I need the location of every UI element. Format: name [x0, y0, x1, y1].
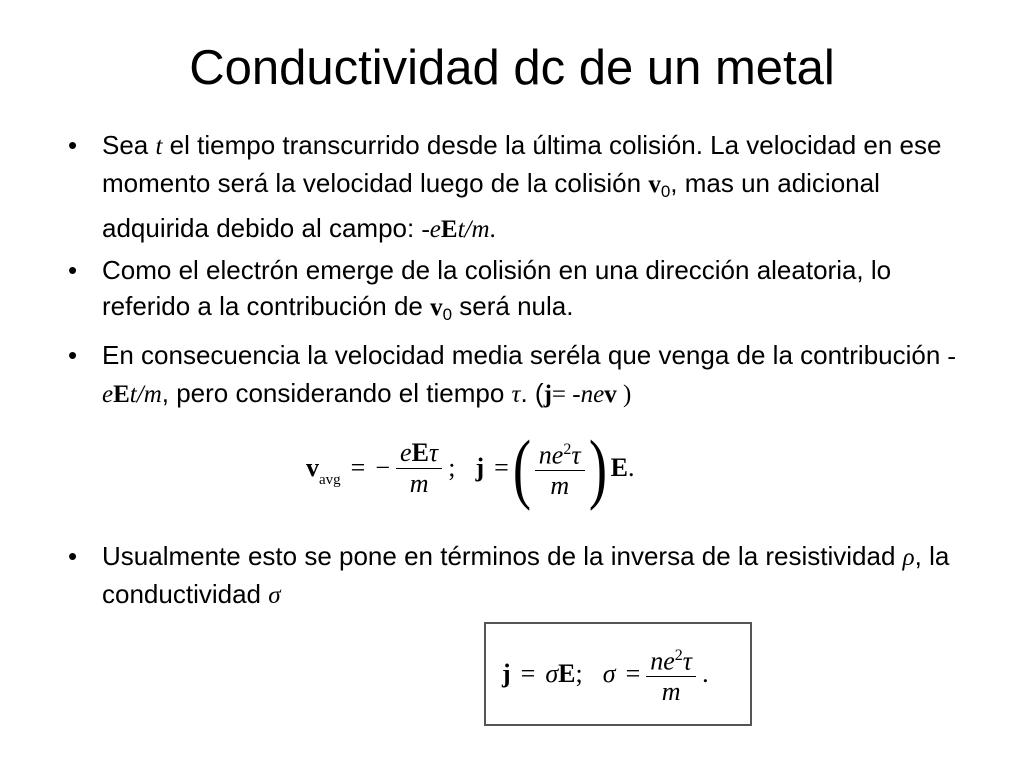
eq1-dot: . — [627, 453, 635, 482]
equals-sign: = — [551, 381, 573, 408]
eq1-numerator — [396, 438, 442, 468]
eq2-sigma-lhs: σ — [602, 659, 616, 688]
eq1-v: v — [306, 453, 319, 482]
velocity-symbol: v — [604, 381, 617, 408]
rho-symbol: ρ — [902, 544, 915, 571]
eq2-j: j — [502, 659, 511, 688]
eq2-dot: . — [702, 659, 709, 688]
eq1-semicolon: ; — [448, 453, 456, 482]
term-t-over-m: t/m — [129, 381, 162, 408]
term-field: E — [113, 381, 130, 408]
bullet-4-text-b: , la conductividad — [102, 541, 950, 609]
eq1-numerator-2 — [535, 435, 585, 471]
bullet-3-text-c: . ( — [520, 378, 544, 408]
bullet-1-text-c: , mas un adicional adquirida debido al campo: — [102, 168, 880, 243]
bullet-4-text-a: Usualmente esto se pone en términos de la inversa de la resistividad — [102, 541, 903, 571]
eq1-equals-2: = — [494, 453, 509, 482]
bullet-1 — [68, 127, 968, 248]
bullet-3 — [68, 337, 968, 413]
eq2-equals: = — [520, 659, 536, 688]
velocity-subscript: 0 — [442, 305, 453, 324]
eq1-fraction — [396, 438, 442, 499]
eq1-num2-ne: ne — [538, 440, 564, 470]
eq2-equals-2: = — [625, 659, 641, 688]
eq1-equals: = — [350, 453, 366, 482]
time-symbol: t — [155, 133, 163, 160]
eq2-E: E — [558, 659, 576, 688]
eq1-num2-sup: 2 — [563, 440, 572, 458]
eq1-left-paren: ( — [512, 424, 531, 511]
bullet-list — [68, 127, 968, 417]
eq2-sigma: σ — [545, 659, 559, 688]
eq2-fraction — [646, 641, 696, 708]
bullet-list-2 — [68, 538, 968, 618]
bullet-2-text-b: será nula. — [452, 291, 574, 321]
tau-symbol: τ — [511, 381, 521, 408]
bullet-3-text-b: , pero considerando el tiempo — [161, 378, 512, 408]
bullet-1-text-a: Sea — [102, 130, 156, 160]
slide-title: Conductividad dc de un metal — [189, 41, 835, 95]
term-field: E — [440, 216, 458, 243]
eq2-num-tau: τ — [682, 646, 693, 676]
eq2-denominator: m — [661, 677, 681, 707]
bullet-1-text-b: el tiempo transcurrido desde la última colisión. La velocidad en ese momento será la velocidad luego de la colisión — [102, 130, 942, 198]
sigma-symbol: σ — [268, 582, 281, 609]
eq2-numerator — [646, 641, 696, 677]
term-neg-e: -e — [102, 343, 956, 408]
term-neg-ne: -ne — [572, 381, 605, 408]
eq2-semicolon: ; — [575, 659, 583, 688]
current-density-symbol: j — [543, 381, 552, 408]
eq2-num-ne: ne — [650, 646, 675, 676]
eq1-fraction-2 — [535, 435, 585, 502]
eq1-num-e: e — [400, 437, 412, 467]
eq1-denominator: m — [409, 468, 429, 498]
eq1-minus: − — [375, 453, 391, 482]
bullet-4 — [68, 538, 968, 614]
eq2-num-sup: 2 — [674, 646, 683, 664]
eq1-num-tau: τ — [428, 437, 439, 467]
eq1-num-E: E — [411, 437, 429, 467]
bullet-3-text-a: En consecuencia la velocidad media seréla que venga de la contribución — [102, 340, 948, 370]
eq1-E: E — [610, 453, 628, 482]
term-period: . — [489, 216, 496, 243]
close-paren: ) — [616, 381, 632, 408]
bullet-2 — [68, 252, 968, 333]
eq1-v-sub: avg — [319, 472, 341, 488]
term-t-over-m: t/m — [457, 216, 490, 243]
velocity-symbol: v — [648, 171, 661, 198]
velocity-subscript: 0 — [660, 182, 671, 201]
velocity-symbol: v — [430, 294, 443, 321]
eq1-j: j — [475, 453, 485, 482]
eq1-right-paren: ) — [588, 424, 607, 511]
equation-avg-velocity — [306, 425, 634, 511]
equation-conductivity — [484, 622, 752, 726]
term-neg-e: -e — [421, 216, 441, 243]
eq1-num2-tau: τ — [571, 440, 581, 470]
eq1-denominator-2: m — [550, 471, 570, 501]
bullet-2-text-a: Como el electrón emerge de la colisión en una dirección aleatoria, lo referido a la contribución de — [102, 255, 892, 321]
